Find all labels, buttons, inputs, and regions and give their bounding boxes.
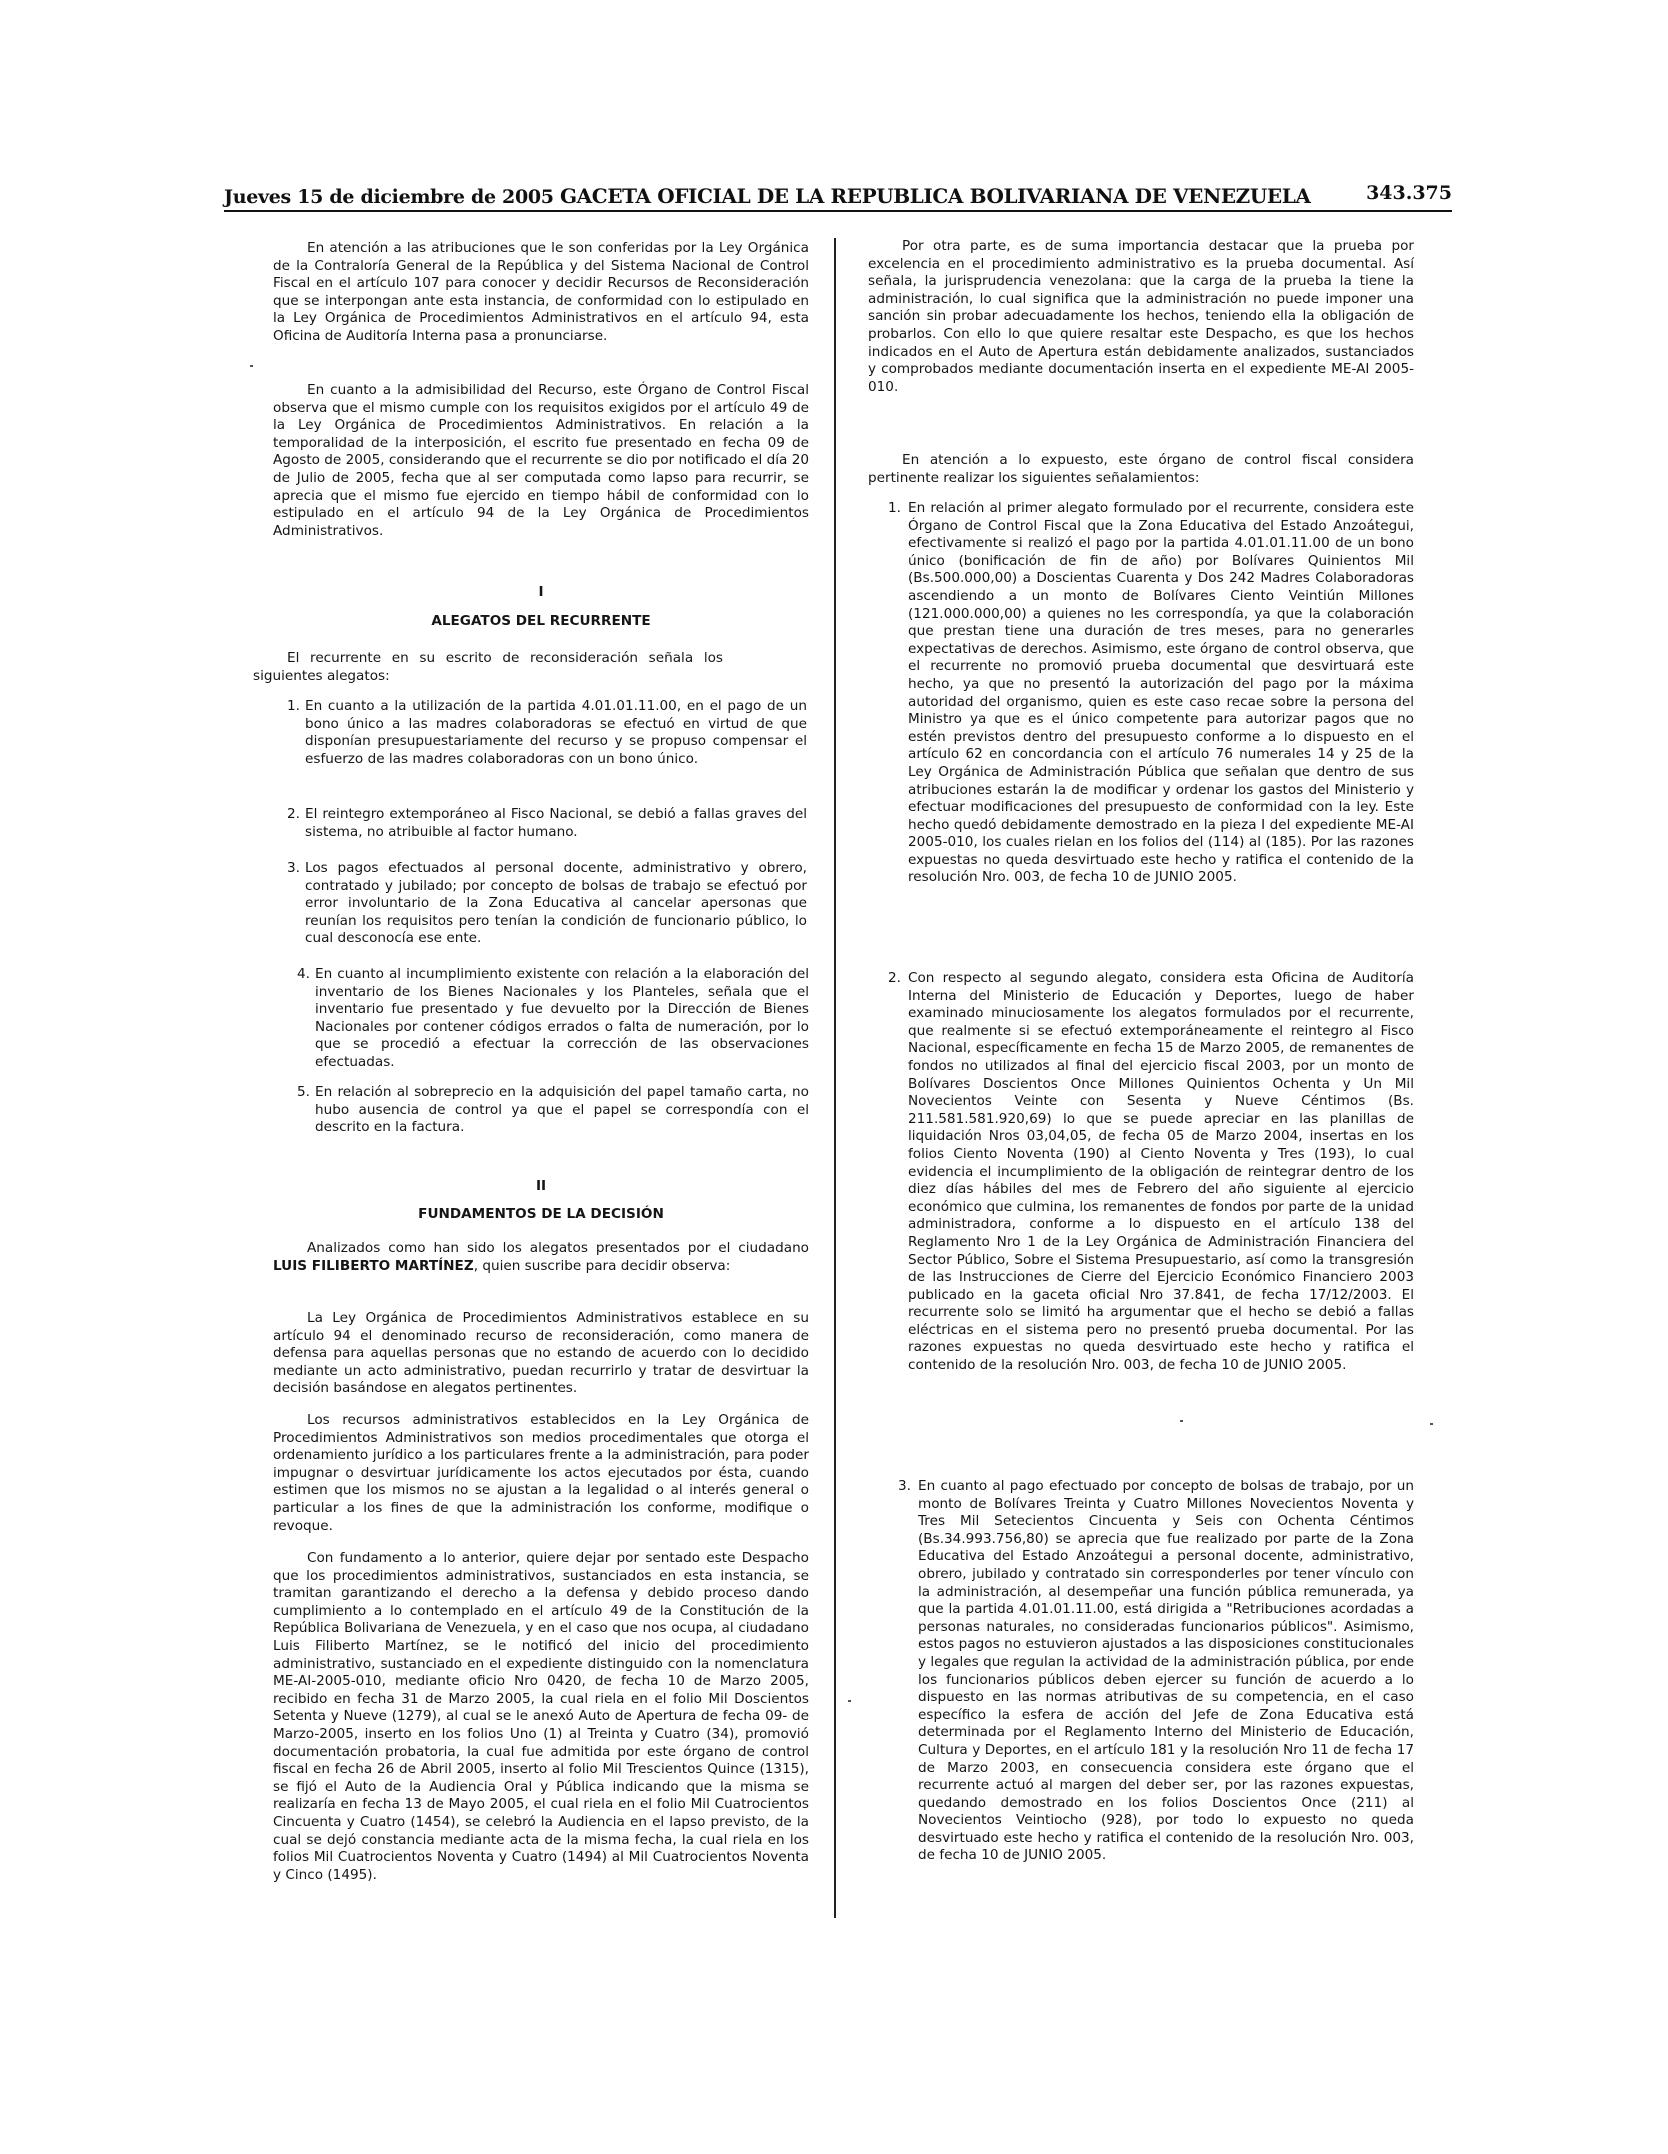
list-number: 5. (297, 1084, 310, 1100)
paragraph-alegatos-intro: El recurrente en su escrito de reconsideración señala los siguientes alegatos: (253, 650, 723, 684)
senalamientos-list-item-1 (888, 500, 1414, 887)
scan-speck (250, 365, 253, 367)
paragraph-ley-organica: La Ley Orgánica de Procedimientos Administrativos establece en su artículo 94 el denominado recurso de reconsideración, como manera de defensa para aquellas personas que no estando de acuerdo con lo decidido mediante un acto administrativo, puedan recurrirlo y tratar de desvirtuar la decisión basándose en alegatos pertinentes. (273, 1310, 809, 1397)
senalamientos-list-item-2 (888, 970, 1414, 1375)
section-2-number: II (535, 1178, 547, 1194)
alegatos-list-item-5 (297, 1084, 809, 1137)
list-number: 3. (287, 860, 300, 876)
header-title: GACETA OFICIAL DE LA REPUBLICA BOLIVARIANA DE VENEZUELA (560, 184, 1311, 208)
list-text: En cuanto al pago efectuado por concepto de bolsas de trabajo, por un monto de Bolívares Treinta y Cuatro Millones Novecientos Noventa y Tres Mil Setecientos Cincuenta y Seis con Ochenta Céntimos (Bs.34.993.756,80) se aprecia que fue realizado por parte de la Zona Educativa del Estado Anzoátegui a personal docente, administrativo, obrero, jubilado y contratado sin corresponderles por tener vínculo con la administración, al desempeñar una función pública remunerada, ya que la partida 4.01.01.11.00, está dirigida a "Retribuciones acordadas a personas naturales, no consideradas funcionarios públicos". Asimismo, estos pagos no estuvieron ajustados a las disposiciones constitucionales y legales que regulan la actividad de la administración pública, por ende los funcionarios públicos deben ejercer su función de acuerdo a lo dispuesto en las normas atributivas de su competencia, en el caso específico la esfera de acción del Jefe de Zona Educativa está determinada por el Reglamento Interno del Ministerio de Educación, Cultura y Deportes, en el artículo 181 y la resolución Nro 11 de fecha 17 de Marzo 2003, en consecuencia considera este órgano que el recurrente actuó al margen del deber ser, por las razones expuestas, quedando demostrado en los folios Doscientos Once (211) al Novecientos Veintiocho (928), por todo lo expuesto no queda desvirtuado este hecho y ratifica el contenido de la resolución Nro. 003, de fecha 10 de JUNIO 2005. (918, 1478, 1414, 1864)
list-number: 3. (898, 1478, 911, 1494)
column-divider (834, 238, 836, 1918)
list-number: 2. (287, 806, 300, 822)
citizen-name: LUIS FILIBERTO MARTÍNEZ (273, 1257, 474, 1274)
list-text: En cuanto a la utilización de la partida 4.01.01.11.00, en el pago de un bono único a las madres colaboradoras se efectuó en virtud de que disponían presupuestariamente del recurso y se propuso compensar el esfuerzo de las madres colaboradoras con un bono único. (305, 698, 807, 767)
list-text: Con respecto al segundo alegato, considera esta Oficina de Auditoría Interna del Ministerio de Educación y Deportes, luego de haber examinado minuciosamente los alegatos formulados por el recurrente, que realmente si se efectuó extemporáneamente el reintegro al Fisco Nacional, específicamente en fecha 15 de Marzo 2005, de remanentes de fondos no utilizados al final del ejercicio fiscal 2003, por un monto de Bolívares Doscientos Once Millones Quinientos Ochenta y Un Mil Novecientos Veinte con Sesenta y Nueve Céntimos (Bs. 211.581.581.920,69) lo que se puede apreciar en las planillas de liquidación Nros 03,04,05, de fecha 05 de Marzo 2004, insertas en los folios Ciento Noventa (190) al Ciento Noventa y Tres (193), lo cual evidencia el incumplimiento de la obligación de reintegrar dentro de los diez días hábiles del mes de Febrero del año siguiente al ejercicio económico que culmina, los remanentes de fondos por parte de la unidad administradora, conforme a lo dispuesto en el artículo 138 del Reglamento Nro 1 de la Ley Orgánica de Administración Financiera del Sector Público, Sobre el Sistema Presupuestario, así como la transgresión de las Instrucciones de Cierre del Ejercicio Económico Financiero 2003 publicado en la gaceta oficial Nro 37.841, de fecha 17/12/2003. El recurrente solo se limitó ha argumentar que el hecho se debió a fallas eléctricas en el sistema pero no presentó prueba documental. Por las razones expuestas no queda desvirtuado este hecho y ratifica el contenido de la resolución Nro. 003, de fecha 10 de JUNIO 2005. (908, 970, 1414, 1374)
list-text: En cuanto al incumplimiento existente con relación a la elaboración del inventario de los Bienes Nacionales y los Planteles, señala que el inventario fue presentado y fue devuelto por la Dirección de Bienes Nacionales por contener códigos errados o falta de numeración, por lo que se procedió a efectuar la corrección de las observaciones efectuadas. (315, 966, 809, 1070)
section-2-title: FUNDAMENTOS DE LA DECISIÓN (418, 1206, 664, 1222)
alegatos-list-item-2 (287, 806, 807, 841)
list-number: 4. (297, 966, 310, 982)
header-rule (224, 210, 1452, 212)
list-text: En relación al primer alegato formulado por el recurrente, considera este Órgano de Control Fiscal que la Zona Educativa del Estado Anzoátegui, efectivamente si realizó el pago por la partida 4.01.01.11.00 de un bono único (bonificación de fin de año) por Bolívares Quinientos Mil (Bs.500.000,00) a Doscientas Cuarenta y Dos 242 Madres Colaboradoras ascendiendo a un monto de Bolívares Ciento Veintiún Millones (121.000.000,00) a quienes no les correspondía, ya que la colaboración que prestan tiene una duración de tres meses, para no generarles expectativas de derechos. Asimismo, este órgano de control observa, que el recurrente no promovió prueba documental que desvirtuará este hecho, ya que no presentó la autorización del pago por la máxima autoridad del organismo, quien es este caso recae sobre la persona del Ministro ya que es el único competente para autorizar pagos que no estén previstos dentro del presupuesto conforme a lo dispuesto en el artículo 62 en concordancia con el artículo 76 numerales 14 y 25 de la Ley Orgánica de Administración Pública que señalan que dentro de sus atribuciones estarán la de modificar y ordenar los gastos del Ministerio y efectuar modificaciones del presupuesto de conformidad con la ley. Este hecho quedó debidamente demostrado en la pieza I del expediente ME-AI 2005-010, los cuales rielan en los folios del (114) al (185). Por las razones expuestas no queda desvirtuado este hecho y ratifica el contenido de la resolución Nro. 003, de fecha 10 de JUNIO 2005. (908, 500, 1414, 886)
scan-speck (848, 1700, 851, 1702)
page-header (224, 182, 1452, 214)
list-text: Los pagos efectuados al personal docente, administrativo y obrero, contratado y jubilado; por concepto de bolsas de trabajo se efectuó por error involuntario de la Zona Educativa al cancelar apersonas que reunían los requisitos pero tenían la condición de funcionario público, lo cual desconocía ese ente. (305, 860, 807, 947)
paragraph-recursos: Los recursos administrativos establecidos en la Ley Orgánica de Procedimientos Administrativos son medios procedimentales que otorga el ordenamiento jurídico a los particulares frente a la administración, para poder impugnar o desvirtuar jurídicamente los actos ejecutados por ésta, cuando estimen que los mismos no se ajustan a la legalidad o al interés general o particular a los fines de que la administración los conforme, modifique o revoque. (273, 1412, 809, 1534)
section-1-title: ALEGATOS DEL RECURRENTE (431, 613, 651, 629)
scan-speck (1180, 1420, 1183, 1422)
alegatos-list-item-3 (287, 860, 807, 948)
list-number: 1. (888, 500, 901, 516)
alegatos-list-item-4 (297, 966, 809, 1072)
paragraph-admissibility: En cuanto a la admisibilidad del Recurso, este Órgano de Control Fiscal observa que el mismo cumple con los requisitos exigidos por el artículo 49 de la Ley Orgánica de Procedimientos Administrativos. En relación a la temporalidad de la interposición, el escrito fue presentado en fecha 09 de Agosto de 2005, considerando que el recurrente se dio por notificado el día 20 de Julio de 2005, fecha que al ser computada como lapso para recurrir, se aprecia que el mismo fue ejercido en tiempo hábil de conformidad con lo estipulado en el artículo 94 de la Ley Orgánica de Procedimientos Administrativos. (273, 382, 809, 539)
paragraph-attributions: En atención a las atribuciones que le son conferidas por la Ley Orgánica de la Contraloría General de la República y del Sistema Nacional de Control Fiscal en el artículo 107 para conocer y decidir Recursos de Reconsideración que se interpongan ante esta instancia, de conformidad con lo estipulado en la Ley Orgánica de Procedimientos Administrativos en el artículo 94, esta Oficina de Auditoría Interna pasa a pronunciarse. (273, 240, 809, 344)
header-date: Jueves 15 de diciembre de 2005 (224, 186, 554, 208)
paragraph-prueba-documental: Por otra parte, es de suma importancia destacar que la prueba por excelencia en el procedimiento administrativo es la prueba documental. Así señala, la jurisprudencia venezolana: que la carga de la prueba la tiene la administración, lo cual significa que la administración no puede imponer una sanción sin probar adecuadamente los hechos, teniendo ella la obligación de probarlos. Con ello lo que quiere resaltar este Despacho, es que los hechos indicados en el Auto de Apertura están debidamente analizados, sustanciados y comprobados mediante documentación inserta en el expediente ME-AI 2005-010. (868, 238, 1414, 395)
list-number: 1. (287, 698, 300, 714)
list-number: 2. (888, 970, 901, 986)
alegatos-list-item-1 (287, 698, 807, 768)
section-1-number: I (538, 584, 544, 600)
senalamientos-list-item-3 (898, 1478, 1414, 1865)
paragraph-senalamientos: En atención a lo expuesto, este órgano de control fiscal considera pertinente realizar los siguientes señalamientos: (868, 452, 1414, 486)
paragraph-analizados: Analizados como han sido los alegatos presentados por el ciudadano LUIS FILIBERTO MARTÍNEZ, quien suscribe para decidir observa: (273, 1240, 809, 1274)
list-text: En relación al sobreprecio en la adquisición del papel tamaño carta, no hubo ausencia de control ya que el papel se correspondía con el descrito en la factura. (315, 1084, 809, 1136)
header-page-number: 343.375 (1366, 182, 1452, 204)
paragraph-fundamento: Con fundamento a lo anterior, quiere dejar por sentado este Despacho que los procedimientos administrativos, sustanciados en esta instancia, se tramitan garantizando el derecho a la defensa y debido proceso dando cumplimiento a lo contemplado en el artículo 49 de la Constitución de la República Bolivariana de Venezuela, y en el caso que nos ocupa, al ciudadano Luis Filiberto Martínez, se le notificó del inicio del procedimiento administrativo, sustanciado en el expediente distinguido con la nomenclatura ME-AI-2005-010, mediante oficio Nro 0420, de fecha 10 de Marzo 2005, recibido en fecha 31 de Marzo 2005, la cual riela en el folio Mil Doscientos Setenta y Nueve (1279), al cual se le anexó Auto de Apertura de fecha 09- de Marzo-2005, inserto en los folios Uno (1) al Treinta y Cuatro (34), promovió documentación probatoria, la cual fue admitida por este órgano de control fiscal en fecha 26 de Abril 2005, inserto al folio Mil Trescientos Quince (1315), se fijó el Auto de la Audiencia Oral y Pública indicando que la misma se realizaría en fecha 13 de Mayo 2005, el cual riela en el folio Mil Cuatrocientos Cincuenta y Cuatro (1454), se celebró la Audiencia en el lapso previsto, de la cual se dejó constancia mediante acta de la misma fecha, la cual riela en los folios Mil Cuatrocientos Noventa y Cuatro (1494) al Mil Cuatrocientos Noventa y Cinco (1495). (273, 1550, 809, 1883)
list-text: El reintegro extemporáneo al Fisco Nacional, se debió a fallas graves del sistema, no atribuible al factor humano. (305, 806, 807, 840)
scan-speck (1430, 1423, 1433, 1425)
